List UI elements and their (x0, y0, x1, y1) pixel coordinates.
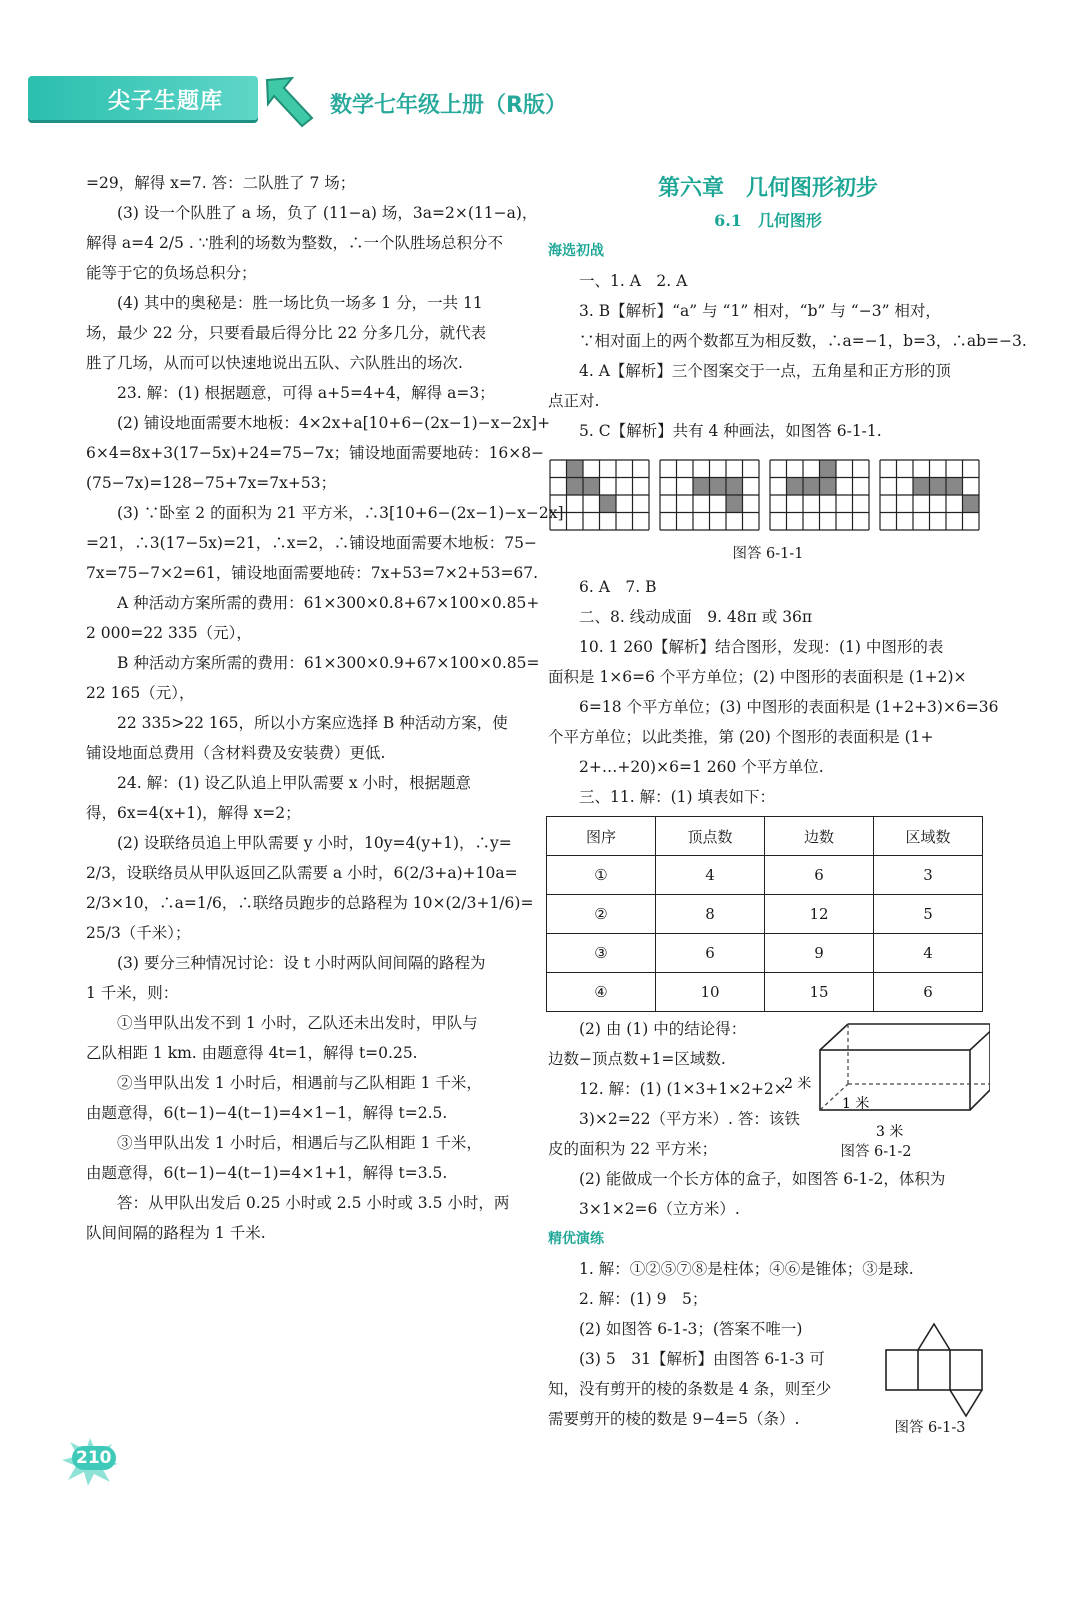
left-line: ③当甲队出发 1 小时后，相遇后与乙队相距 1 千米， (117, 1134, 482, 1152)
table-cell: 10 (656, 973, 765, 1012)
answer-line: (2) 如图答 6-1-3；(答案不唯一) (579, 1320, 803, 1338)
table-row (547, 856, 983, 895)
series-name: 尖子生题库 (108, 89, 224, 114)
grid-figure-6-1-1 (548, 458, 988, 538)
grid-shaded-cell (820, 460, 837, 478)
left-line: 2/3×10，∴a=1/6，∴联络员跑步的总路程为 10×(2/3+1/6)= (86, 894, 534, 912)
grid-shaded-cell (930, 478, 947, 496)
grid-shaded-cell (583, 478, 600, 496)
table-cell: 8 (656, 895, 765, 934)
answer-line: 面积是 1×6=6 个平方单位；(2) 中图形的表面积是 (1+2)× (548, 668, 967, 686)
answer-line: (3) 5 31【解析】由图答 6-1-3 可 (579, 1350, 825, 1368)
left-line: 由题意得，6(t−1)−4(t−1)=4×1+1，解得 t=3.5. (86, 1164, 448, 1182)
book-title: 数学七年级上册（R版） (330, 93, 567, 118)
table-cell: 4 (656, 856, 765, 895)
table-row (547, 895, 983, 934)
grid-shaded-cell (913, 478, 930, 496)
table-cell: ① (547, 856, 656, 895)
fig1-caption: 图答 6-1-1 (732, 546, 804, 562)
left-line: 25/3（千米）； (86, 924, 191, 942)
box-label-length: 3 米 (876, 1124, 904, 1140)
answer-line: 6. A 7. B (579, 578, 657, 596)
left-line: (3) 设一个队胜了 a 场，负了 (11−a) 场，3a=2×(11−a)， (117, 204, 538, 222)
table-header: 区域数 (874, 817, 983, 856)
answers-block-2 (548, 572, 999, 812)
left-line: 解得 a=4 2/5 . ∵胜利的场数为整数，∴一个队胜场总积分不 (86, 234, 504, 252)
left-line: =21，∴3(17−5x)=21，∴x=2，∴铺设地面需要木地板：75− (86, 534, 537, 552)
left-line: (2) 设联络员追上甲队需要 y 小时，10y=4(y+1)，∴y= (117, 834, 512, 852)
grid-shaded-cell (693, 478, 710, 496)
table-cell: 15 (765, 973, 874, 1012)
left-line: (3) ∵卧室 2 的面积为 21 平方米，∴3[10+6−(2x−1)−x−2x] (117, 504, 564, 522)
left-line: 6×4=8x+3(17−5x)+24=75−7x；铺设地面需要地砖：16×8− (86, 444, 545, 462)
answer-line: 12. 解：(1) (1×3+1×2+2× (579, 1080, 787, 1098)
left-line: 1 千米，则： (86, 984, 179, 1002)
fig3-caption: 图答 6-1-3 (894, 1420, 966, 1436)
left-line: 铺设地面总费用（含材料费及安装费）更低. (86, 744, 386, 762)
table-row (547, 934, 983, 973)
answer-line: 2+…+20)×6=1 260 个平方单位. (579, 758, 824, 776)
answer-line: 二、8. 线动成面 9. 48π 或 36π (579, 608, 813, 626)
right-column (548, 170, 1027, 446)
grid-shaded-cell (787, 478, 804, 496)
table-row (547, 973, 983, 1012)
grid-shaded-cell (567, 478, 584, 496)
left-line: 22 335>22 165，所以小方案应选择 B 种活动方案，使 (117, 714, 508, 732)
answer-line: 三、11. 解：(1) 填表如下： (579, 788, 775, 806)
table-cell: 12 (765, 895, 874, 934)
table-cell: 6 (765, 856, 874, 895)
left-column (86, 168, 564, 1248)
answer-line: 10. 1 260【解析】结合图形，发现：(1) 中图形的表 (579, 638, 944, 656)
answer-line: 点正对. (548, 392, 600, 410)
left-line: B 种活动方案所需的费用：61×300×0.9+67×100×0.85= (117, 654, 540, 672)
answer-line: 个平方单位；以此类推，第 (20) 个图形的表面积是 (1+ (548, 728, 934, 746)
table-cell: 6 (874, 973, 983, 1012)
answer-line: 皮的面积为 22 平方米； (548, 1140, 718, 1158)
answers-block-4 (548, 1164, 988, 1224)
table-header: 边数 (765, 817, 874, 856)
left-line: 乙队相距 1 km. 由题意得 4t=1，解得 t=0.25. (86, 1044, 418, 1062)
answer-line: 6=18 个平方单位；(3) 中图形的表面积是 (1+2+3)×6=36 (579, 698, 999, 716)
fig2-caption: 图答 6-1-2 (840, 1144, 912, 1160)
answer-line: 边数−顶点数+1=区域数. (548, 1050, 726, 1068)
left-line: (4) 其中的奥秘是：胜一场比负一场多 1 分，一共 11 (117, 294, 483, 312)
left-line: 由题意得，6(t−1)−4(t−1)=4×1−1，解得 t=2.5. (86, 1104, 448, 1122)
box-label-width: 1 米 (842, 1096, 870, 1112)
arrow-icon (262, 70, 322, 130)
answer-line: 知，没有剪开的棱的条数是 4 条，则至少 (548, 1380, 832, 1398)
grid-shaded-cell (600, 495, 617, 513)
left-line: (3) 要分三种情况讨论：设 t 小时两队间间隔的路程为 (117, 954, 486, 972)
grid-shaded-cell (946, 478, 963, 496)
chapter-title: 第六章 几何图形初步 (657, 175, 878, 201)
left-line: 场，最少 22 分，只要看最后得分比 22 分多几分，就代表 (86, 324, 487, 342)
grid-shaded-cell (803, 478, 820, 496)
section-title: 6.1 几何图形 (714, 211, 822, 230)
net-figure-6-1-3 (880, 1320, 990, 1420)
table-cell: ③ (547, 934, 656, 973)
answer-line: ∵相对面上的两个数都互为相反数，∴a=−1，b=3，∴ab=−3. (579, 332, 1027, 350)
answer-line: (2) 能做成一个长方体的盒子，如图答 6-1-2，体积为 (579, 1170, 946, 1188)
left-line: ①当甲队出发不到 1 小时，乙队还未出发时，甲队与 (117, 1014, 478, 1032)
left-line: (2) 铺设地面需要木地板：4×2x+a[10+6−(2x−1)−x−2x]+ (117, 414, 551, 432)
answer-line: 一、1. A 2. A (579, 272, 688, 290)
page-number-badge (60, 1436, 120, 1486)
answers-block-3 (548, 1014, 818, 1164)
grid-shaded-cell (820, 478, 837, 496)
answers-block-1 (548, 266, 1027, 446)
grid-shaded-cell (567, 460, 584, 478)
result-table (546, 816, 983, 1012)
grid-shaded-cell (726, 478, 743, 496)
grid-shaded-cell (710, 478, 727, 496)
page-number: 210 (72, 1446, 116, 1470)
table-header: 顶点数 (656, 817, 765, 856)
answer-line: 3×1×2=6（立方米）. (579, 1200, 740, 1218)
table-cell: 5 (874, 895, 983, 934)
left-line: =29，解得 x=7. 答：二队胜了 7 场； (86, 174, 356, 192)
left-line: A 种活动方案所需的费用：61×300×0.8+67×100×0.85+ (117, 594, 540, 612)
left-line: 24. 解：(1) 设乙队追上甲队需要 x 小时，根据题意 (117, 774, 472, 792)
answers-block-3-wrap (548, 1014, 818, 1164)
box-figure-6-1-2 (780, 1018, 990, 1148)
left-line: 能等于它的负场总积分； (86, 264, 257, 282)
table-header: 图序 (547, 817, 656, 856)
table-cell: 6 (656, 934, 765, 973)
table-cell: 4 (874, 934, 983, 973)
answers-block-2-wrap (548, 572, 999, 812)
series-badge (28, 76, 258, 120)
answer-line: 需要剪开的棱的数是 9−4=5（条）. (548, 1410, 800, 1428)
table-cell: ② (547, 895, 656, 934)
box-label-height: 2 米 (784, 1076, 812, 1092)
table-cell: 3 (874, 856, 983, 895)
answer-line: 2. 解：(1) 9 5； (579, 1290, 708, 1308)
left-line: 队间间隔的路程为 1 千米. (86, 1224, 266, 1242)
answer-line: 3)×2=22（平方米）. 答：该铁 (579, 1110, 800, 1128)
table-cell: ④ (547, 973, 656, 1012)
left-line: 7x=75−7×2=61，铺设地面需要地砖：7x+53=7×2+53=67. (86, 564, 539, 582)
grid-shaded-cell (963, 495, 980, 513)
left-line: (75−7x)=128−75+7x=7x+53； (86, 474, 337, 492)
answer-line: 4. A【解析】三个图案交于一点，五角星和正方形的顶 (579, 362, 951, 380)
left-line: 胜了几场，从而可以快速地说出五队、六队胜出的场次. (86, 354, 463, 372)
left-line: ②当甲队出发 1 小时后，相遇前与乙队相距 1 千米， (117, 1074, 482, 1092)
left-line: 23. 解：(1) 根据题意，可得 a+5=4+4，解得 a=3； (117, 384, 495, 402)
answer-line: 1. 解：①②⑤⑦⑧是柱体；④⑥是锥体；③是球. (579, 1260, 914, 1278)
left-line: 2/3，设联络员从甲队返回乙队需要 a 小时，6(2/3+a)+10a= (86, 864, 518, 882)
left-line: 2 000=22 335（元）， (86, 624, 252, 642)
table-cell: 9 (765, 934, 874, 973)
answer-line: 3. B【解析】“a” 与 “1” 相对，“b” 与 “−3” 相对， (579, 302, 941, 320)
grid-shaded-cell (726, 495, 743, 513)
left-line: 22 165（元）， (86, 684, 195, 702)
answer-line: (2) 由 (1) 中的结论得： (579, 1020, 747, 1038)
tag-haixuan: 海选初战 (548, 243, 604, 259)
left-line: 答：从甲队出发后 0.25 小时或 2.5 小时或 3.5 小时，两 (117, 1194, 510, 1212)
answer-line: 5. C【解析】共有 4 种画法，如图答 6-1-1. (579, 422, 882, 440)
left-line: 得，6x=4(x+1)，解得 x=2； (86, 804, 301, 822)
tag-jingyou: 精优演练 (548, 1231, 604, 1247)
